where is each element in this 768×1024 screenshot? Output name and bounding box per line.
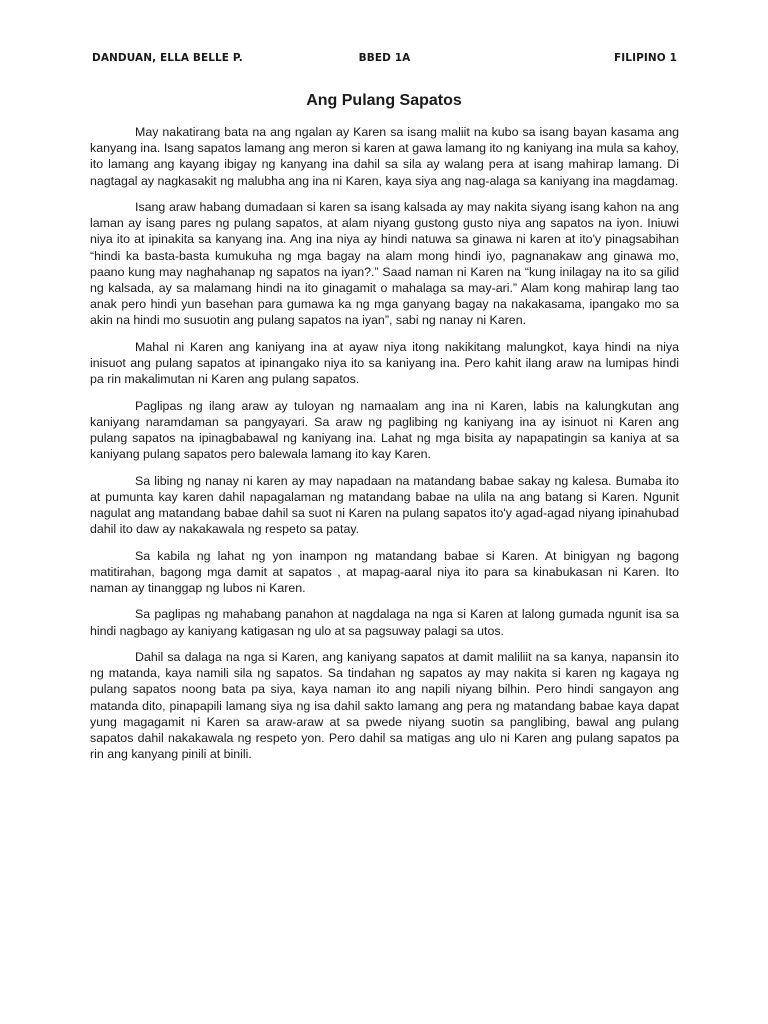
course-code: BBED 1A [358, 52, 411, 64]
document-title: Ang Pulang Sapatos [306, 92, 462, 109]
paragraph-7: Sa paglipas ng mahabang panahon at nagdalaga na nga si Karen at lalong gumada ngunit isa sa hindi nagbago ay kaniyang katigasan ng ulo at sa pagsuway palagi sa utos. [90, 607, 679, 638]
paragraph-6: Sa kabila ng lahat ng yon inampon ng matandang babae si Karen. At binigyan ng bagong matitirahan, bagong mga damit at sapatos , at mapag-aaral niya ito para sa kinabukasan ni Karen. Ito naman ay tinanggap ng lubos ni Karen. [90, 548, 679, 596]
author-name: DANDUAN, ELLA BELLE P. [92, 52, 243, 64]
paragraph-1: May nakatirang bata na ang ngalan ay Karen sa isang maliit na kubo sa isang bayan kasama ang kanyang ina. Isang sapatos lamang ang meron si karen at gawa lamang ito ng kaniyang ina mula sa kahoy, ito lamang ang kayang ibigay ng kanyang ina dahil sa sila ay walang pera at isang mahirap lamang. Di nagtagal ay nagkasakit ng malubha ang ina ni Karen, kaya siya ang nag-alaga sa kaniyang ina magdamag. [90, 125, 679, 188]
story-body [90, 124, 679, 773]
paragraph-2: Isang araw habang dumadaan si karen sa isang kalsada ay may nakita siyang isang kahon na ang laman ay isang pares ng pulang sapatos, at alam niyang gustong gusto niya ang sapatos na iyon. Iniuwi niya ito at ipinakita sa kanyang ina. Ang ina niya ay hindi natuwa sa ginawa ni karen at ito'y pinagsabihan “hindi ka basta-basta kumukuha ng mga bagay na alam mong hindi iyo, pagnanakaw ang ginawa mo, paano kung may naghahanap ng sapatos na iyan?.” Saad naman ni Karen na “kung inilagay na ito sa gilid ng kalsada, ay sa malamang hindi na ito ginagamit o mahalaga sa may-ari.” Alam kong mahirap lang tao anak pero hindi yun basehan para gumawa ka ng mga ganyang bagay na nakakasama, ipangako mo sa akin na hindi mo susuotin ang pulang sapatos na iyan”, sabi ng nanay ni Karen. [90, 200, 679, 328]
paragraph-8: Dahil sa dalaga na nga si Karen, ang kaniyang sapatos at damit maliliit na sa kanya, napansin ito ng matanda, kaya namili sila ng sapatos. Sa tindahan ng sapatos ay may nakita si karen ng kagaya ng pulang sapatos noong bata pa siya, kaya naman ito ang napili niyang bilhin. Pero hindi sangayon ang matanda dito, pinapapili lamang siya ng isa dahil sakto lamang ang pera ng matandang babae kaya dapat yung magagamit ni Karen sa araw-araw at sa pwede niyang suotin sa panglibing, bawal ang pulang sapatos dahil nakakawala ng respeto yon. Pero dahil sa matigas ang ulo ni Karen ang pulang sapatos pa rin ang kanyang pinili at binili. [90, 650, 679, 762]
paragraph-5: Sa libing ng nanay ni karen ay may napadaan na matandang babae sakay ng kalesa. Bumaba ito at pumunta kay karen dahil napagalaman ng matandang babae na ulila na ang batang si Karen. Ngunit nagulat ang matandang babae dahil sa suot ni Karen na pulang sapatos ito'y agad-agad niyang ipinahubad dahil ito daw ay nakakawala ng respeto sa patay. [90, 473, 679, 537]
paragraph-4: Paglipas ng ilang araw ay tuloyan ng namaalam ang ina ni Karen, labis na kalungkutan ang kaniyang naramdaman sa pangyayari. Sa araw ng paglibing ng kaniyang ina ay isinuot ni Karen ang pulang sapatos na ipinagbabawal ng kaniyang ina. Lahat ng mga bisita ay napapatingin sa kaniya at sa kaniyang pulang sapatos pero balewala lamang ito kay Karen. [90, 398, 679, 462]
document-header [92, 48, 677, 68]
paragraph-3: Mahal ni Karen ang kaniyang ina at ayaw niya itong nakikitang malungkot, kaya hindi na niya inisuot ang pulang sapatos at ipinangako niya ito sa kaniyang ina. Pero kahit ilang araw na lumipas hindi pa rin makalimutan ni Karen ang pulang sapatos. [90, 339, 679, 387]
subject-name: FILIPINO 1 [614, 52, 677, 64]
